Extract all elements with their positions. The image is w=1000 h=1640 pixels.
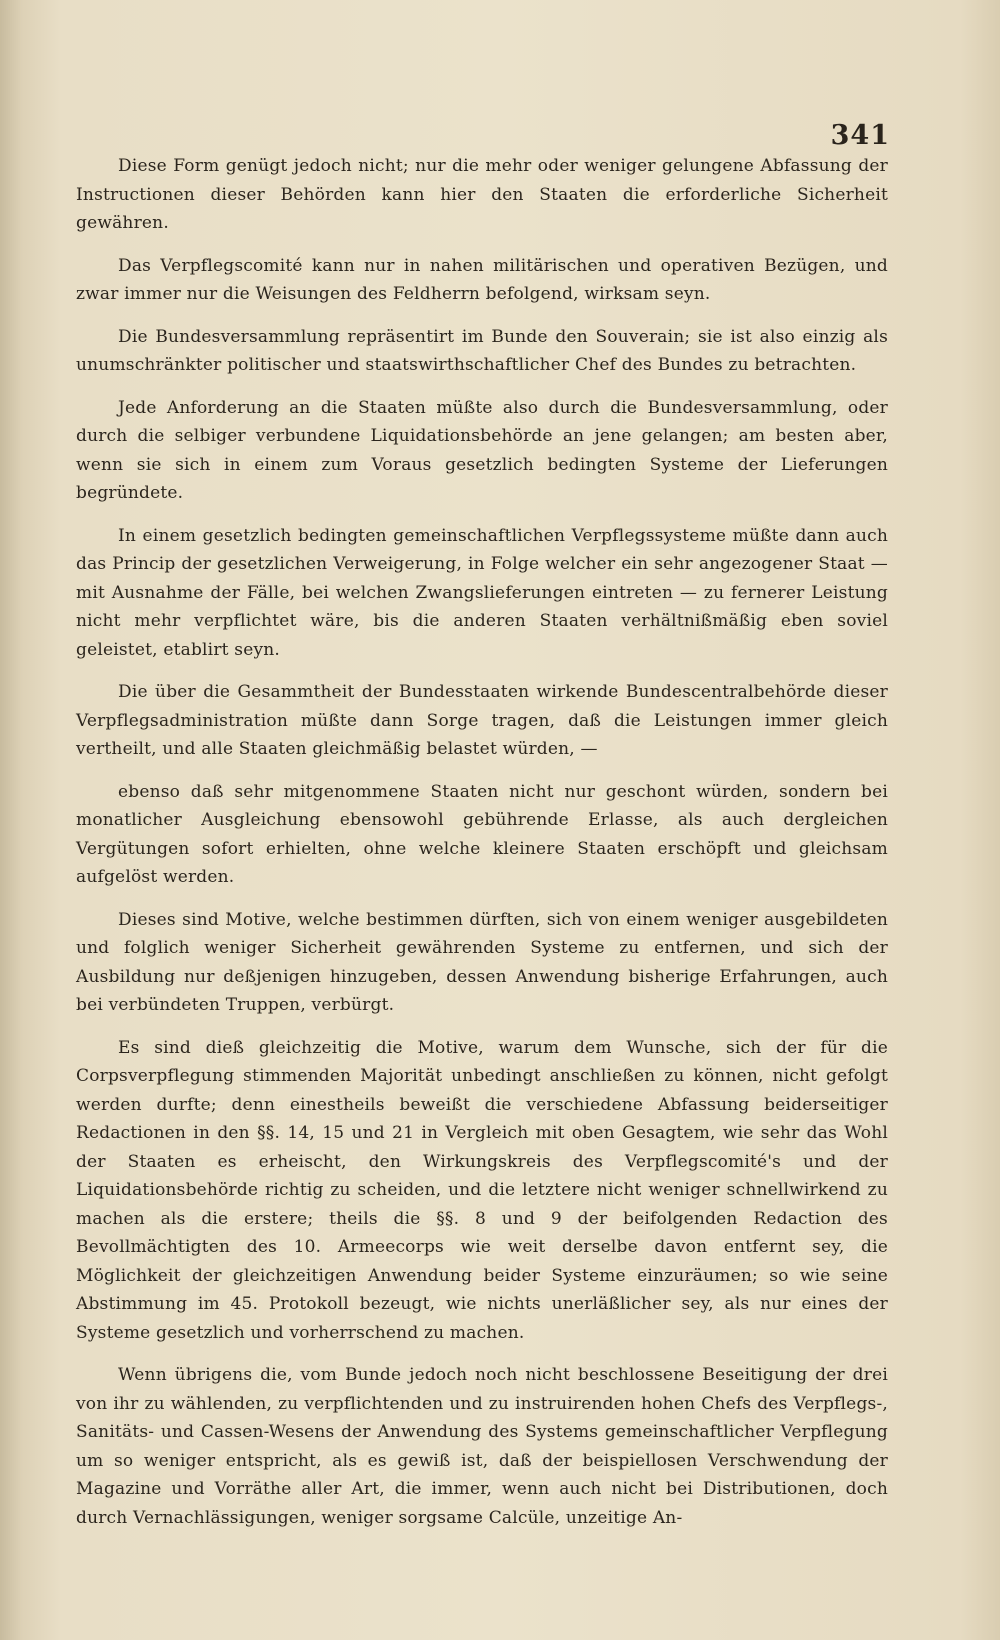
paragraph-7: ebenso daß sehr mitgenommene Staaten nicht nur geschont würden, sondern bei monatlicher Ausgleichung ebensowohl gebührende Erlasse, als auch dergleichen Vergütungen sofort erhielten, ohne welche kleinere Staaten erschöpft und gleichsam aufgelöst werden. (76, 781, 888, 887)
paragraph-9: Es sind dieß gleichzeitig die Motive, warum dem Wunsche, sich der für die Corpsverpflegung stimmenden Majorität unbedingt anschließen zu können, nicht gefolgt werden durfte; denn einestheils beweißt die verschiedene Abfassung beiderseitiger Redactionen in den §§. 14, 15 und 21 in Vergleich mit oben Gesagtem, wie sehr das Wohl der Staaten es erheischt, den Wirkungskreis des Verpflegscomité's und der Liquidationsbehörde richtig zu scheiden, und die letztere nicht weniger schnellwirkend zu machen als die erstere; theils die §§. 8 und 9 der beifolgenden Redaction des Bevollmächtigten des 10. Armeecorps wie weit derselbe davon entfernt sey, die Möglichkeit der gleichzeitigen Anwendung beider Systeme einzuräumen; so wie seine Abstimmung im 45. Protokoll bezeugt, wie nichts unerläßlicher sey, als nur eines der Systeme gesetzlich und vorherrschend zu machen. (76, 1037, 888, 1343)
page-number: 341 (830, 120, 890, 151)
paragraph-2: Das Verpflegscomité kann nur in nahen militärischen und operativen Bezügen, und zwar immer nur die Weisungen des Feldherrn befolgend, wirksam seyn. (76, 255, 888, 304)
paragraph-10: Wenn übrigens die, vom Bunde jedoch noch nicht beschlossene Beseitigung der drei von ihr zu wählenden, zu verpflichtenden und zu instruirenden hohen Chefs des Verpflegs-, Sanitäts- und Cassen-Wesens der Anwendung des Systems gemeinschaftlicher Verpflegung um so weniger entspricht, als es gewiß ist, daß der beispiellosen Verschwendung der Magazine und Vorräthe aller Art, die immer, wenn auch nicht bei Distributionen, doch durch Vernachlässigungen, weniger sorgsame Calcüle, unzeitige An- (76, 1365, 888, 1528)
paragraph-8: Dieses sind Motive, welche bestimmen dürften, sich von einem weniger ausgebildeten und folglich weniger Sicherheit gewährenden Systeme zu entfernen, und sich der Ausbildung nur deßjenigen hinzugeben, dessen Anwendung bisherige Erfahrungen, auch bei verbündeten Truppen, verbürgt. (76, 909, 888, 1015)
paragraph-3: Die Bundesversammlung repräsentirt im Bunde den Souverain; sie ist also einzig als unumschränkter politischer und staatswirthschaftlicher Chef des Bundes zu betrachten. (76, 326, 888, 375)
page-gutter (0, 0, 14, 1640)
paragraph-1: Diese Form genügt jedoch nicht; nur die mehr oder weniger gelungene Abfassung der Instructionen dieser Behörden kann hier den Staaten die erforderliche Sicherheit gewähren. (76, 156, 888, 233)
paragraph-6: Die über die Gesammtheit der Bundesstaaten wirkende Bundescentralbehörde dieser Verpflegsadministration müßte dann Sorge tragen, daß die Leistungen immer gleich vertheilt, und alle Staaten gleichmäßig belastet würden, — (76, 682, 888, 759)
paragraph-5: In einem gesetzlich bedingten gemeinschaftlichen Verpflegssysteme müßte dann auch das Princip der gesetzlichen Verweigerung, in Folge welcher ein sehr angezogener Staat — mit Ausnahme der Fälle, bei welchen Zwangslieferungen eintreten — zu fernerer Leistung nicht mehr verpflichtet wäre, bis die anderen Staaten verhältnißmäßig eben soviel geleistet, etablirt seyn. (76, 525, 888, 660)
paragraph-4: Jede Anforderung an die Staaten müßte also durch die Bundesversammlung, oder durch die selbiger verbundene Liquidationsbehörde an jene gelangen; am besten aber, wenn sie sich in einem zum Voraus gesetzlich bedingten Systeme der Lieferungen begründete. (76, 397, 888, 503)
page-body (76, 152, 888, 1546)
